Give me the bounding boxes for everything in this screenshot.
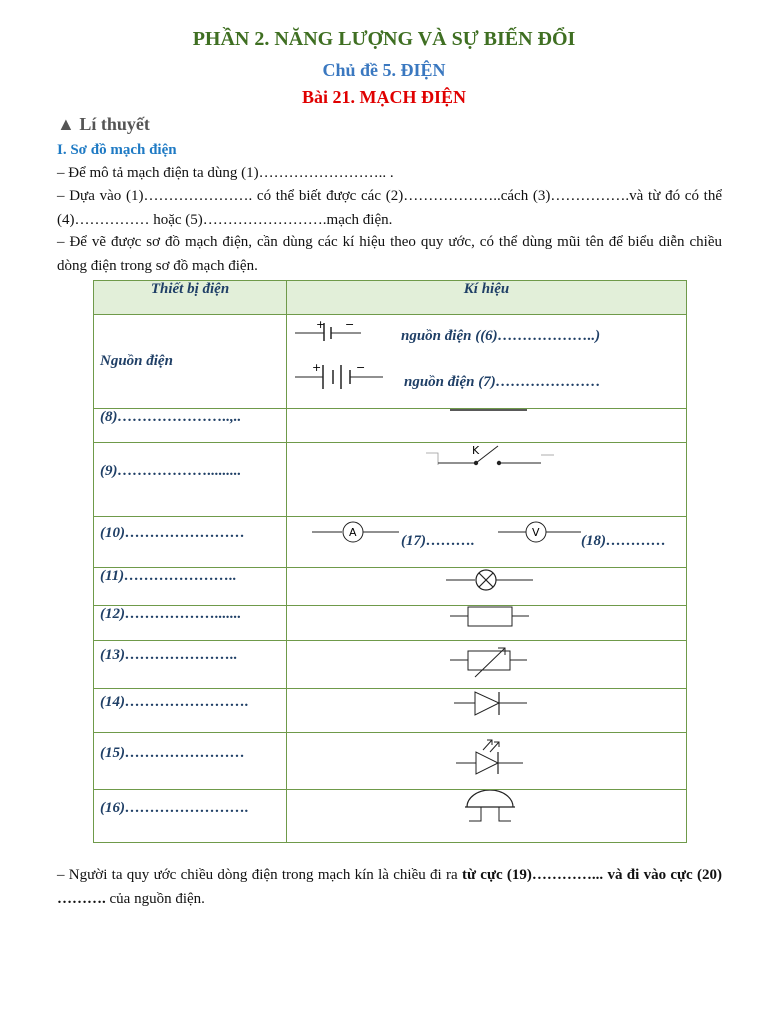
variable-resistor-icon <box>449 645 531 681</box>
part-title: PHẦN 2. NĂNG LƯỢNG VÀ SỰ BIẾN ĐỔI <box>192 28 576 50</box>
ammeter-label: A <box>349 526 357 539</box>
resistor-icon <box>449 606 531 630</box>
table-row <box>94 641 687 689</box>
bell-icon <box>459 790 523 826</box>
bottom-paragraph <box>57 864 722 911</box>
ammeter-icon <box>311 519 401 545</box>
symbol-cell <box>287 409 687 443</box>
topic-title: Chủ đề 5. ĐIỆN <box>322 60 446 80</box>
bottom-text-c: của nguồn điện. <box>105 890 205 907</box>
table-row <box>94 409 687 443</box>
lamp-icon <box>445 568 535 594</box>
device-cell: (11)………………….. <box>94 568 287 606</box>
table-row <box>94 517 687 568</box>
symbol-cell <box>287 733 687 790</box>
voltmeter-caption: (18)………… <box>581 533 666 549</box>
table-row <box>94 733 687 790</box>
paragraph-3: – Để vẽ được sơ đồ mạch điện, cần dùng các kí hiệu theo quy ước, có thể dùng mũi tên để biểu diễn chiều dòng điện trong sơ đồ mạch điện. <box>57 234 722 274</box>
switch-icon <box>424 443 559 473</box>
source-label-6: nguồn điện ((6)………………..) <box>401 328 601 344</box>
device-cell: (13)………………….. <box>94 641 287 689</box>
table-row <box>94 689 687 733</box>
symbol-cell <box>287 315 687 409</box>
symbol-cell <box>287 641 687 689</box>
device-cell: (9)………………......... <box>94 443 287 517</box>
symbol-cell <box>287 606 687 641</box>
device-cell: (16)……………………. <box>94 790 287 843</box>
symbol-cell <box>287 790 687 843</box>
paragraph-1: – Để mô tả mạch điện ta dùng (1)…………………….. . <box>57 165 394 181</box>
single-cell-battery-icon <box>293 319 363 341</box>
table-row <box>94 568 687 606</box>
device-cell: (12)………………....... <box>94 606 287 641</box>
switch-label: K <box>472 444 480 457</box>
section-heading: I. Sơ đồ mạch điện <box>57 142 177 158</box>
bottom-text-a: – Người ta quy ước chiều dòng điện trong mạch kín là chiều đi ra <box>57 867 462 883</box>
table-row <box>94 443 687 517</box>
header-symbol: Kí hiệu <box>287 281 687 315</box>
theory-heading: ▲ Lí thuyết <box>57 114 150 134</box>
led-icon <box>455 737 527 777</box>
source-label-7: nguồn điện (7)………………… <box>404 374 601 390</box>
device-cell: (15)…………………… <box>94 733 287 790</box>
device-cell: (10)…………………… <box>94 517 287 568</box>
bottom-text-b: từ cực (19)…………... và đi vào cực (20) ………. <box>57 867 723 907</box>
table-row <box>94 606 687 641</box>
table-row <box>94 790 687 843</box>
voltmeter-label: V <box>532 526 540 539</box>
multi-cell-battery-icon <box>293 361 385 391</box>
symbol-cell <box>287 568 687 606</box>
device-symbol-table <box>93 280 687 843</box>
symbol-cell <box>287 689 687 733</box>
header-device: Thiết bị điện <box>94 281 287 315</box>
svg-text:−: − <box>345 319 355 331</box>
ammeter-caption: (17)………. <box>401 533 475 549</box>
table-row <box>94 315 687 409</box>
device-cell: Nguồn điện <box>94 315 287 409</box>
svg-text:+: + <box>316 319 326 331</box>
symbol-cell <box>287 517 687 568</box>
svg-text:−: − <box>356 361 366 374</box>
svg-text:+: + <box>312 361 322 374</box>
wire-icon <box>449 409 529 415</box>
voltmeter-icon <box>497 519 583 545</box>
symbol-cell <box>287 443 687 517</box>
lesson-title: Bài 21. MẠCH ĐIỆN <box>301 87 466 107</box>
diode-icon <box>453 689 529 719</box>
device-cell: (14)……………………. <box>94 689 287 733</box>
device-cell: (8)…………………..,.. <box>94 409 287 443</box>
paragraph-2: – Dựa vào (1)…………………. có thể biết được các (2)………………..cách (3)…………….và từ đó có thể (4)…………… hoặc (5)…………………….mạch điện. <box>57 188 722 228</box>
